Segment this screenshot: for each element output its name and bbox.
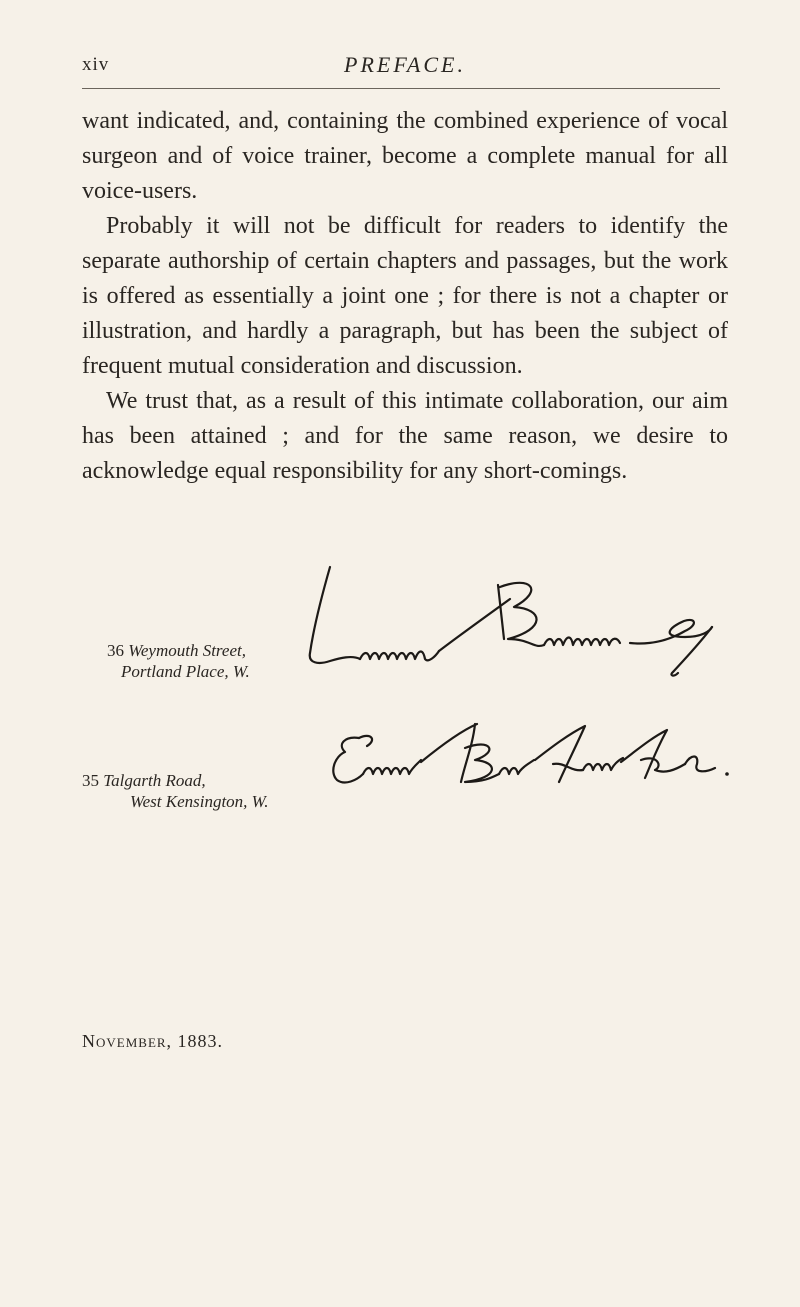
- dateline: November, 1883.: [82, 1031, 224, 1051]
- signature-emil-behnke: [315, 720, 755, 800]
- address-number: 36: [107, 641, 124, 660]
- address-locality: West Kensington, W.: [130, 792, 269, 811]
- paragraph: We trust that, as a result of this intimate collaboration, our aim has been attained ; and for the same reason, we desire to acknowledge equal responsibility for any short-comings.: [82, 388, 728, 484]
- header-rule: [82, 88, 720, 89]
- paragraph: Probably it will not be difficult for readers to identify the separate authorship of certain chapters and passages, but the work is offered as essentially a joint one ; for there is not a chapter or illustration, and hardly a paragraph, but has been the subject of frequent mutual consideration and discussion.: [82, 213, 728, 379]
- address-street: Weymouth Street,: [128, 641, 246, 660]
- address-street: Talgarth Road,: [103, 771, 206, 790]
- page-number: xiv: [82, 54, 110, 75]
- address-locality: Portland Place, W.: [121, 662, 250, 681]
- page-header: [82, 52, 720, 90]
- body-text: [82, 104, 728, 489]
- address-number: 35: [82, 771, 99, 790]
- address-lennox-browne: [107, 640, 250, 682]
- address-emil-behnke: [82, 770, 269, 812]
- paragraph: want indicated, and, containing the combined experience of vocal surgeon and of voice trainer, become a complete manual for all voice-users.: [82, 108, 728, 204]
- running-title: PREFACE.: [344, 52, 466, 77]
- signature-lennox-browne: [300, 555, 760, 680]
